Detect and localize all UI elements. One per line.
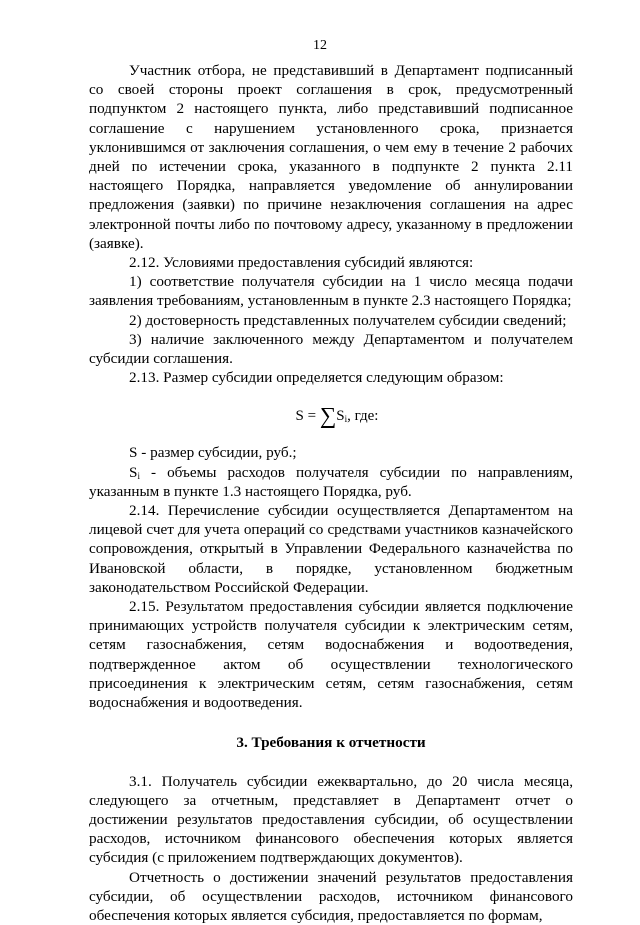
definition-s: S - размер субсидии, руб.; <box>129 444 297 462</box>
paragraph-evasion: Участник отбора, не представивший в Департамент подписанный со своей стороны проект соглашения в срок, предусмотренный подпунктом 2 настоящего пункта, либо представивший подписанное соглашение с нарушением установленного срока, признается уклонившимся от заключения соглашения, о чем ему в течение 2 рабочих дней по истечении срока, указанного в подпункте 2 пункта 2.11 настоящего Порядка, направляется уведомление об аннулировании предложения (заявки) по причине незаключения соглашения на адрес электронной почты либо по почтовому адресу, указанному в предложении (заявке). <box>89 62 573 252</box>
condition-3: 3) наличие заключенного между Департаментом и получателем субсидии соглашения. <box>89 330 573 368</box>
si-subscript: i <box>137 470 140 481</box>
formula-tail: , где: <box>347 408 379 425</box>
document-body <box>89 61 573 925</box>
condition-2: 2) достоверность представленных получателем субсидии сведений; <box>129 311 567 329</box>
paragraph-2-14: 2.14. Перечисление субсидии осуществляется Департаментом на лицевой счет для учета операций со средствами участников казначейского сопровождения, открытый в Управлении Федерального казначейства по Ивановской области, в порядке, установленном бюджетным законодательством Российской Федерации. <box>89 502 573 596</box>
paragraph-2-15: 2.15. Результатом предоставления субсидии является подключение принимающих устройств получателя субсидии к электрическим сетям, сетям газоснабжения, сетям водоснабжения и водоотведения, подтвержденное актом об осуществлении технологического присоединения к электрическим сетям, сетям газоснабжения, сетям водоснабжения и водоотведения. <box>89 598 573 712</box>
formula-term: S <box>336 408 345 425</box>
sum-symbol: ∑ <box>319 403 337 429</box>
si-text: - объемы расходов получателя субсидии по направлениям, указанным в пункте 1.3 настоящего Порядка, руб. <box>89 463 573 500</box>
si-symbol: S <box>129 463 138 481</box>
paragraph-reporting: Отчетность о достижении значений результатов предоставления субсидии, об осуществлении расходов, источником финансового обеспечения которых является субсидия, предоставляется по формам, <box>89 868 573 924</box>
page-number: 12 <box>313 38 327 53</box>
subsidy-formula <box>89 404 573 428</box>
formula-lhs: S = <box>295 408 320 425</box>
paragraph-2-12: 2.12. Условиями предоставления субсидий являются: <box>129 254 474 272</box>
paragraph-3-1: 3.1. Получатель субсидии ежеквартально, до 20 числа месяца, следующего за отчетным, представляет в Департамент отчет о достижении результатов предоставления субсидии, об осуществлении расходов, источником финансового обеспечения которых является субсидия (с приложением подтверждающих документов). <box>89 772 573 867</box>
definition-si <box>89 463 573 501</box>
formula-subscript: i <box>344 414 348 425</box>
paragraph-2-13: 2.13. Размер субсидии определяется следующим образом: <box>129 369 504 387</box>
condition-1: 1) соответствие получателя субсидии на 1 число месяца подачи заявления требованиям, установленным в пункте 2.3 настоящего Порядка; <box>89 273 573 310</box>
section-heading: 3. Требования к отчетности <box>236 734 426 752</box>
